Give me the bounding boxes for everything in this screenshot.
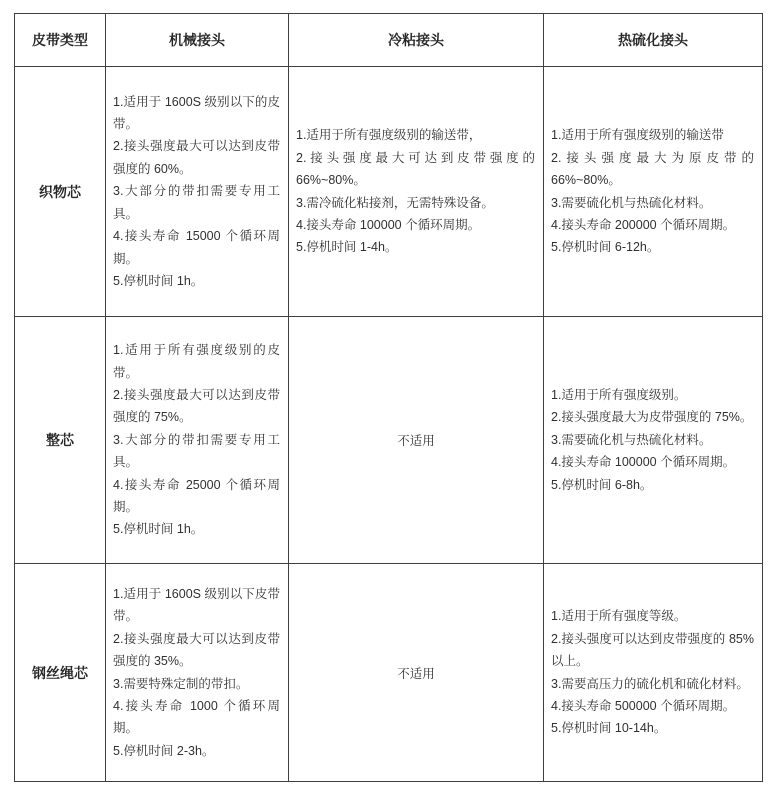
cell-list-item: 4.接头寿命 100000 个循环周期。 [551, 455, 736, 470]
cell-list-item: 3.需要特殊定制的带扣。 [113, 676, 249, 691]
header-cell-cold-bond-joint: 冷粘接头 [289, 14, 544, 67]
cell-list-item: 1.适用于 1600S 级别以下的皮带。 [113, 94, 280, 132]
table-row-solid-woven-core [15, 317, 763, 564]
belt-joint-comparison-table [14, 13, 763, 782]
cell-list-item: 4.接头寿命 200000 个循环周期。 [551, 217, 736, 232]
cell-list-item: 5.停机时间 2-3h。 [113, 743, 215, 758]
row-label-solid-woven-core: 整芯 [15, 317, 106, 564]
cell-list-item: 3.需冷硫化粘接剂，无需特殊设备。 [296, 195, 494, 210]
cell-solid-woven-core-hot-vulcanized [544, 317, 763, 564]
cell-steel-cord-core-cold-bond: 不适用 [289, 564, 544, 782]
table-row-fabric-core [15, 67, 763, 317]
cell-list-item: 2.接头强度最大可以达到皮带强度的 75%。 [113, 387, 280, 425]
cell-list-item: 4.接头寿命 1000 个循环周期。 [113, 698, 280, 736]
cell-list-item: 5.停机时间 1h。 [113, 522, 204, 537]
cell-list-item: 2.接头强度可以达到皮带强度的 85%以上。 [551, 631, 754, 669]
header-cell-mechanical-joint: 机械接头 [106, 14, 289, 67]
cell-list-item: 2.接头强度最大可以达到皮带强度的 35%。 [113, 631, 280, 669]
cell-list-item: 3.大部分的带扣需要专用工具。 [113, 184, 280, 221]
cell-solid-woven-core-cold-bond: 不适用 [289, 317, 544, 564]
cell-list-item: 1.适用于 1600S 级别以下皮带带。 [113, 586, 280, 624]
row-label-fabric-core: 织物芯 [15, 67, 106, 317]
cell-solid-woven-core-mechanical [106, 317, 289, 564]
header-cell-hot-vulcanized-joint: 热硫化接头 [544, 14, 763, 67]
cell-list-item: 4.接头寿命 15000 个循环周期。 [113, 229, 280, 266]
cell-list-item: 5.停机时间 6-8h。 [551, 477, 653, 492]
cell-list-item: 5.停机时间 1-4h。 [296, 240, 398, 255]
cell-list-item: 5.停机时间 1h。 [113, 273, 204, 288]
header-cell-belt-type: 皮带类型 [15, 14, 106, 67]
cell-list-item: 3.需要硫化机与热硫化材料。 [551, 432, 712, 447]
cell-list-item: 4.接头寿命 100000 个循环周期。 [296, 217, 481, 232]
cell-list-item: 3.大部分的带扣需要专用工具。 [113, 432, 280, 470]
cell-list-item: 5.停机时间 10-14h。 [551, 721, 667, 736]
cell-list-item: 4.接头寿命 25000 个循环周期。 [113, 477, 280, 515]
cell-list-item: 2.接头强度最大可以达到皮带强度的 60%。 [113, 139, 280, 176]
row-label-steel-cord-core: 钢丝绳芯 [15, 564, 106, 782]
cell-list-item: 1.适用于所有强度级别的输送带 [551, 128, 724, 143]
table-row-steel-cord-core [15, 564, 763, 782]
header-row [15, 14, 763, 67]
cell-list-item: 1.适用于所有强度等级。 [551, 609, 687, 624]
cell-list-item: 1.适用于所有强度级别。 [551, 387, 687, 402]
cell-steel-cord-core-mechanical [106, 564, 289, 782]
cell-fabric-core-hot-vulcanized [544, 67, 763, 317]
cell-list-item: 2.接头强度最大为原皮带的 66%~80%。 [551, 150, 754, 188]
cell-list-item: 1.适用于所有强度级别的皮带。 [113, 343, 280, 380]
cell-steel-cord-core-hot-vulcanized [544, 564, 763, 782]
cell-fabric-core-cold-bond [289, 67, 544, 317]
cell-list-item: 1.适用于所有强度级别的输送带， [296, 128, 482, 143]
cell-fabric-core-mechanical [106, 67, 289, 317]
cell-list-item: 5.停机时间 6-12h。 [551, 240, 660, 255]
cell-list-item: 3.需要硫化机与热硫化材料。 [551, 195, 712, 210]
cell-list-item: 2.接头强度最大为皮带强度的 75%。 [551, 410, 753, 425]
cell-list-item: 4.接头寿命 500000 个循环周期。 [551, 698, 736, 713]
cell-list-item: 2.接头强度最大可达到皮带强度的 66%~80%。 [296, 150, 535, 188]
cell-list-item: 3.需要高压力的硫化机和硫化材料。 [551, 676, 749, 691]
